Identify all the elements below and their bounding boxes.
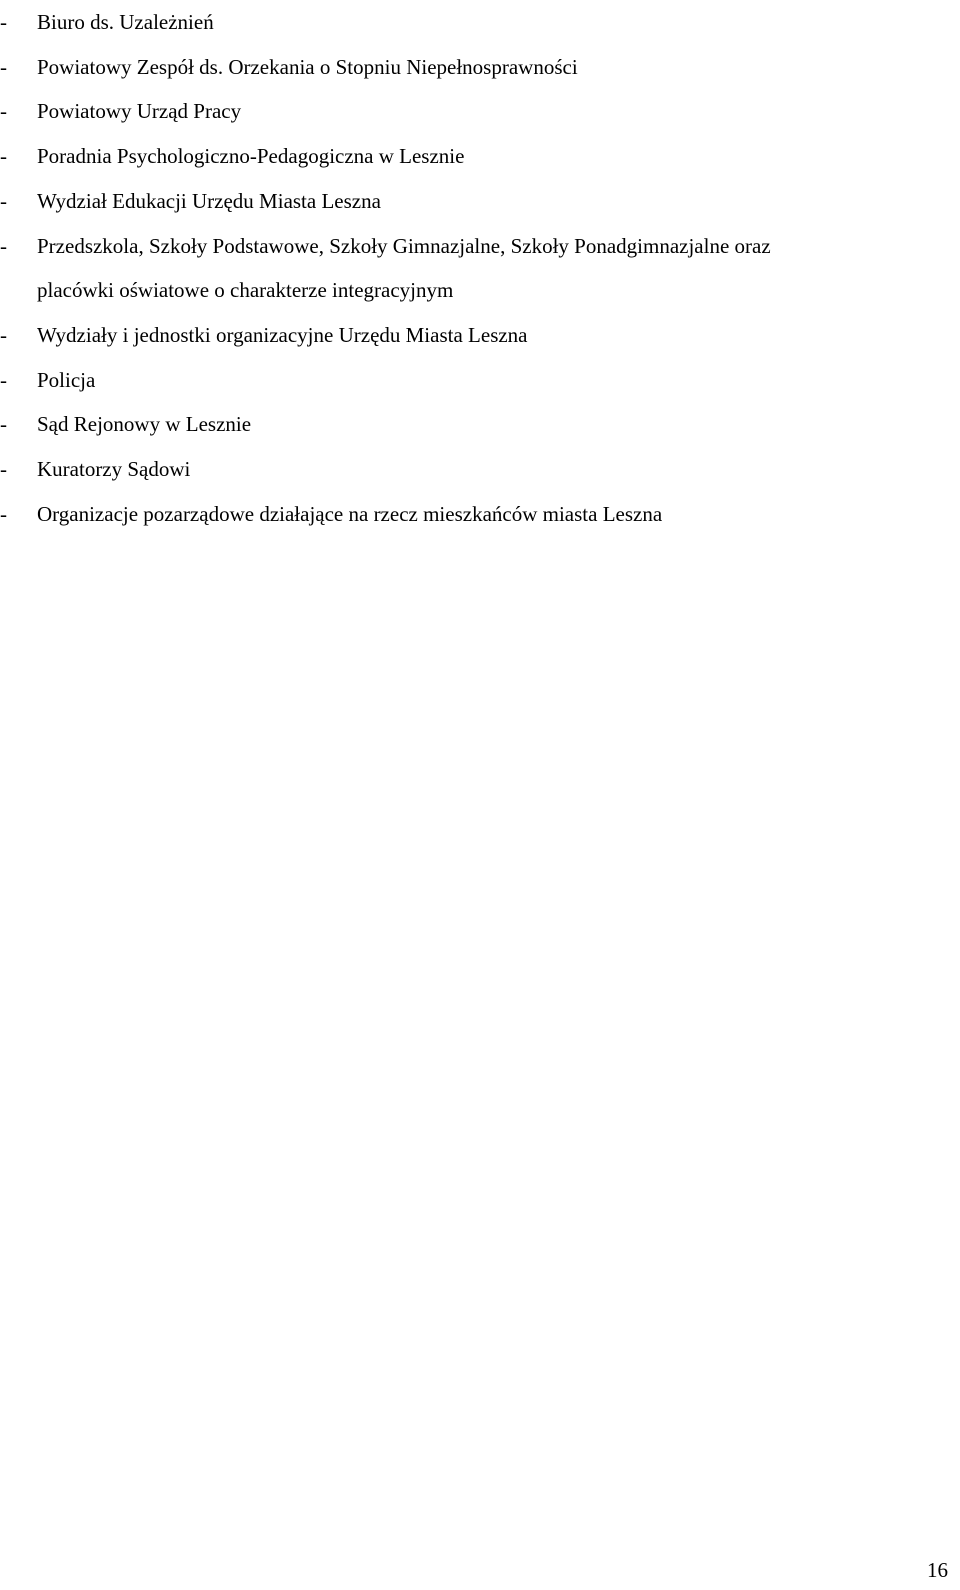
list-item <box>0 89 960 134</box>
list-item-text: Wydział Edukacji Urzędu Miasta Leszna <box>37 188 381 213</box>
list-item-text: Kuratorzy Sądowi <box>37 457 191 482</box>
bullet-dash: - <box>0 233 7 258</box>
list-item <box>0 134 960 179</box>
bullet-dash: - <box>0 457 7 482</box>
bullet-dash: - <box>0 367 7 392</box>
list-item-text: Sąd Rejonowy w Lesznie <box>37 412 252 437</box>
list-item <box>0 224 960 313</box>
list-item <box>0 313 960 358</box>
list-item-text: Wydziały i jednostki organizacyjne Urzędu Miasta Leszna <box>37 322 528 347</box>
bullet-dash: - <box>0 188 7 213</box>
institution-list <box>0 0 960 536</box>
bullet-dash: - <box>0 99 7 124</box>
list-item-text: Powiatowy Zespół ds. Orzekania o Stopniu Niepełnosprawności <box>37 54 578 79</box>
list-item <box>0 447 960 492</box>
list-item <box>0 45 960 90</box>
list-item <box>0 492 960 537</box>
list-item <box>0 402 960 447</box>
list-item-text: Poradnia Psychologiczno-Pedagogiczna w Lesznie <box>37 144 465 169</box>
bullet-dash: - <box>0 322 7 347</box>
list-item-text: Policja <box>37 367 96 392</box>
list-item-text: Biuro ds. Uzależnień <box>37 10 214 34</box>
list-item-text: Przedszkola, Szkoły Podstawowe, Szkoły Gimnazjalne, Szkoły Ponadgimnazjalne oraz <box>37 233 771 258</box>
list-item <box>0 358 960 403</box>
bullet-dash: - <box>0 144 7 169</box>
list-item-text: Powiatowy Urząd Pracy <box>37 99 242 124</box>
list-item-continuation: placówki oświatowe o charakterze integracyjnym <box>37 278 454 303</box>
page-number: 16 <box>927 1558 948 1582</box>
bullet-dash: - <box>0 54 7 79</box>
bullet-dash: - <box>0 501 7 526</box>
bullet-dash: - <box>0 10 7 34</box>
list-item <box>0 0 960 45</box>
bullet-dash: - <box>0 412 7 437</box>
list-item <box>0 179 960 224</box>
list-item-text: Organizacje pozarządowe działające na rzecz mieszkańców miasta Leszna <box>37 501 663 526</box>
